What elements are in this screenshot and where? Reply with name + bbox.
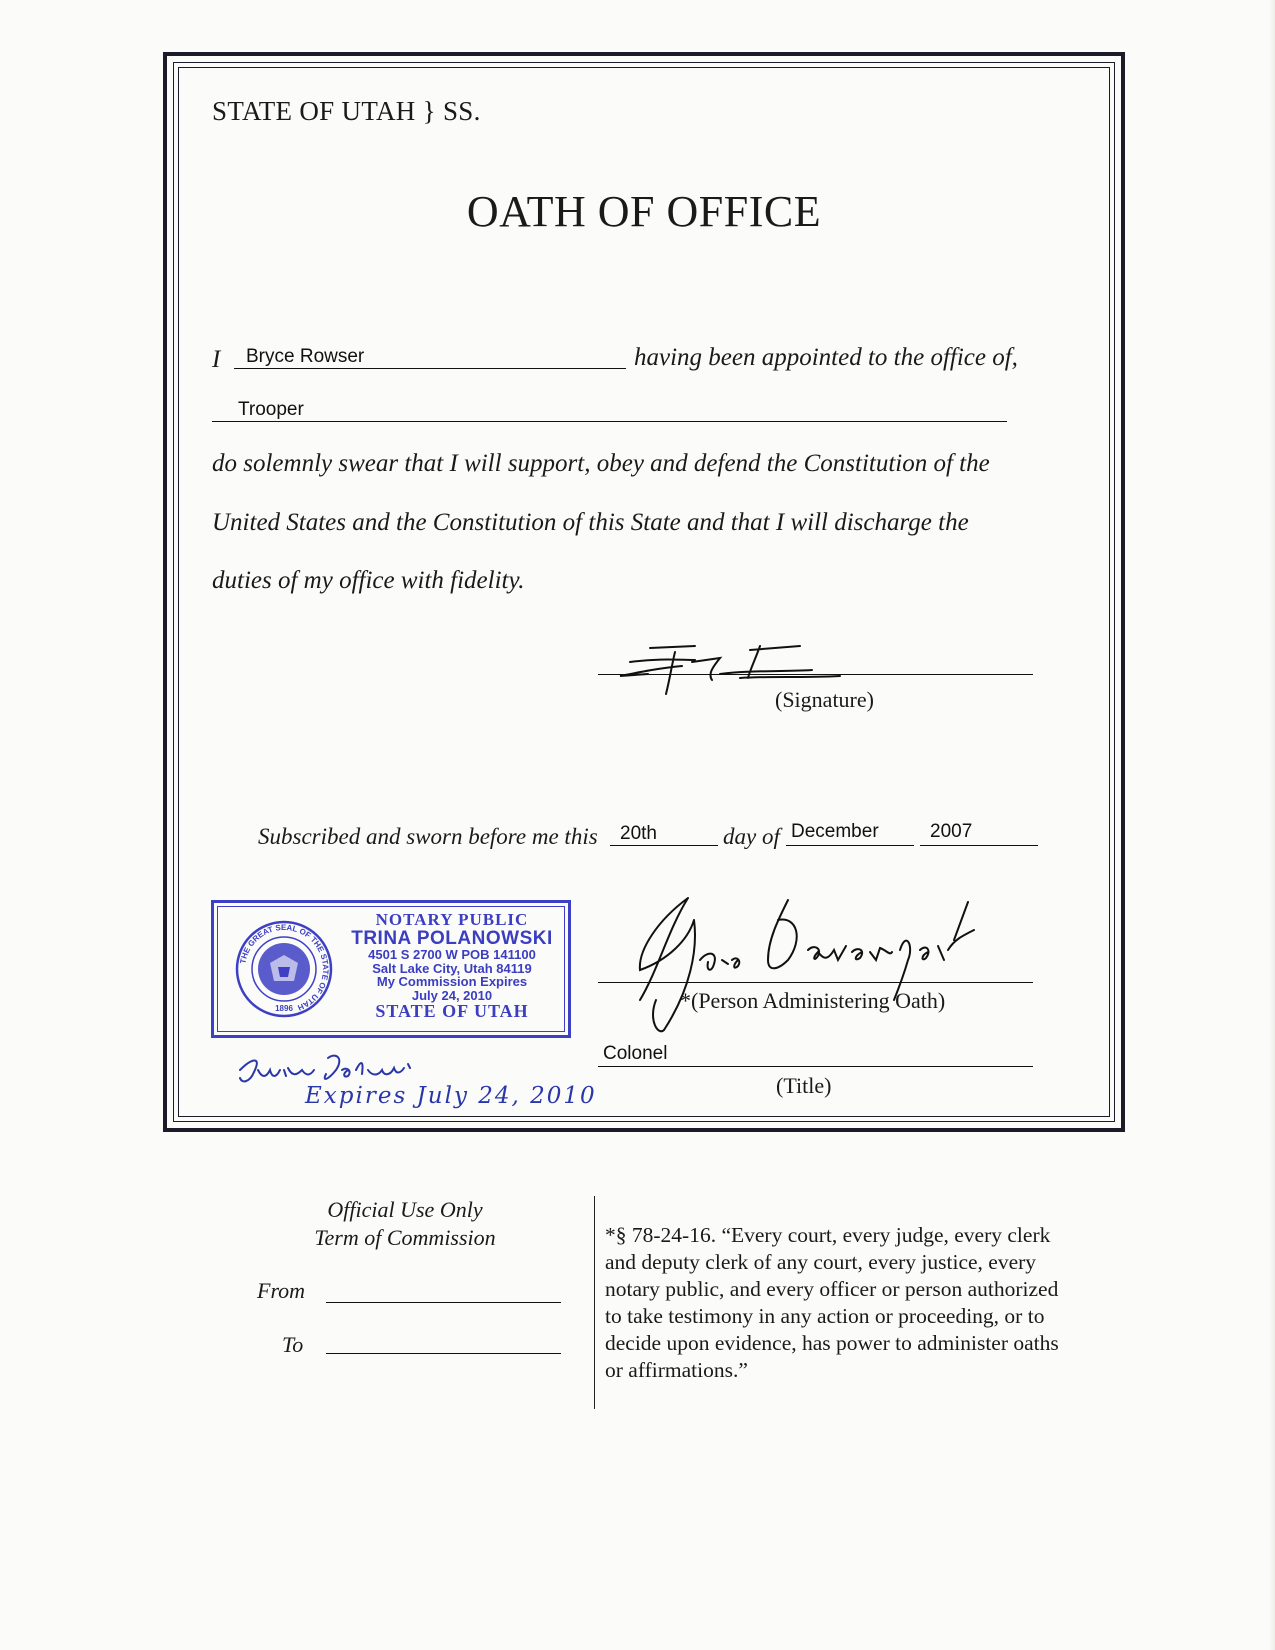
year-line — [920, 845, 1038, 846]
oath-line-2: United States and the Constitution of this State and that I will discharge the — [212, 509, 969, 536]
state-seal-icon — [234, 919, 334, 1019]
from-label: From — [257, 1278, 306, 1303]
document-title: OATH OF OFFICE — [466, 187, 822, 236]
notary-stamp-text — [334, 911, 570, 1021]
svg-text:THE GREAT SEAL OF THE STATE OF: THE GREAT SEAL OF THE STATE OF UTAH — [238, 922, 331, 1013]
page-edge — [1269, 0, 1275, 1650]
administrator-caption: *(Person Administering Oath) — [680, 988, 946, 1013]
signature-line — [598, 674, 1033, 675]
administrator-title: Colonel — [603, 1043, 668, 1064]
svg-text:1896: 1896 — [275, 1004, 293, 1013]
notary-commission-label: My Commission Expires — [376, 974, 528, 990]
footer-divider — [594, 1196, 595, 1409]
signature-caption: (Signature) — [775, 687, 874, 712]
statute-text: *§ 78-24-16. “Every court, every judge, every clerk and deputy clerk of any court, every justice, every notary public, and every officer or person authorized to take testimony in any action or proceeding, or to decide upon evidence, has power to administer oaths or affirmations.” — [605, 1223, 1059, 1382]
notary-stamp — [211, 900, 571, 1038]
official-use-block — [280, 1196, 530, 1252]
title-line — [598, 1066, 1033, 1067]
day-of-text: day of — [723, 824, 780, 849]
oath-pronoun: I — [212, 346, 221, 373]
oath-line-1: do solemnly swear that I will support, obey and defend the Constitution of the — [212, 450, 990, 477]
term-of-commission-label: Term of Commission — [314, 1225, 496, 1250]
notary-expires-handwritten: Expires July 24, 2010 — [305, 1083, 597, 1109]
notary-address: 4501 S 2700 W POB 141100 — [368, 947, 536, 963]
subscribed-day: 20th — [620, 823, 657, 844]
notary-commission-date: July 24, 2010 — [411, 987, 493, 1003]
appointee-name: Bryce Rowser — [246, 346, 365, 367]
state-line: STATE OF UTAH } SS. — [212, 96, 481, 126]
office-value: Trooper — [238, 399, 304, 420]
month-line — [786, 845, 914, 846]
appointed-text: having been appointed to the office of, — [634, 344, 1018, 371]
notary-state: STATE OF UTAH — [375, 1001, 529, 1022]
subscribed-prefix: Subscribed and sworn before me this — [258, 824, 598, 849]
from-line — [326, 1302, 561, 1303]
to-label: To — [282, 1332, 304, 1357]
to-line — [326, 1353, 561, 1354]
administrator-line — [598, 982, 1033, 983]
subscribed-month: December — [791, 821, 879, 842]
day-line — [610, 845, 718, 846]
name-line — [234, 368, 626, 369]
title-caption: (Title) — [776, 1073, 832, 1098]
notary-name: TRINA POLANOWSKI — [351, 927, 553, 949]
official-use-label: Official Use Only — [327, 1197, 483, 1222]
notary-city: Salt Lake City, Utah 84119 — [372, 960, 532, 976]
office-line — [212, 421, 1007, 422]
subscribed-year: 2007 — [930, 821, 973, 842]
notary-line-1: NOTARY PUBLIC — [375, 910, 529, 929]
oath-line-3: duties of my office with fidelity. — [212, 567, 525, 594]
